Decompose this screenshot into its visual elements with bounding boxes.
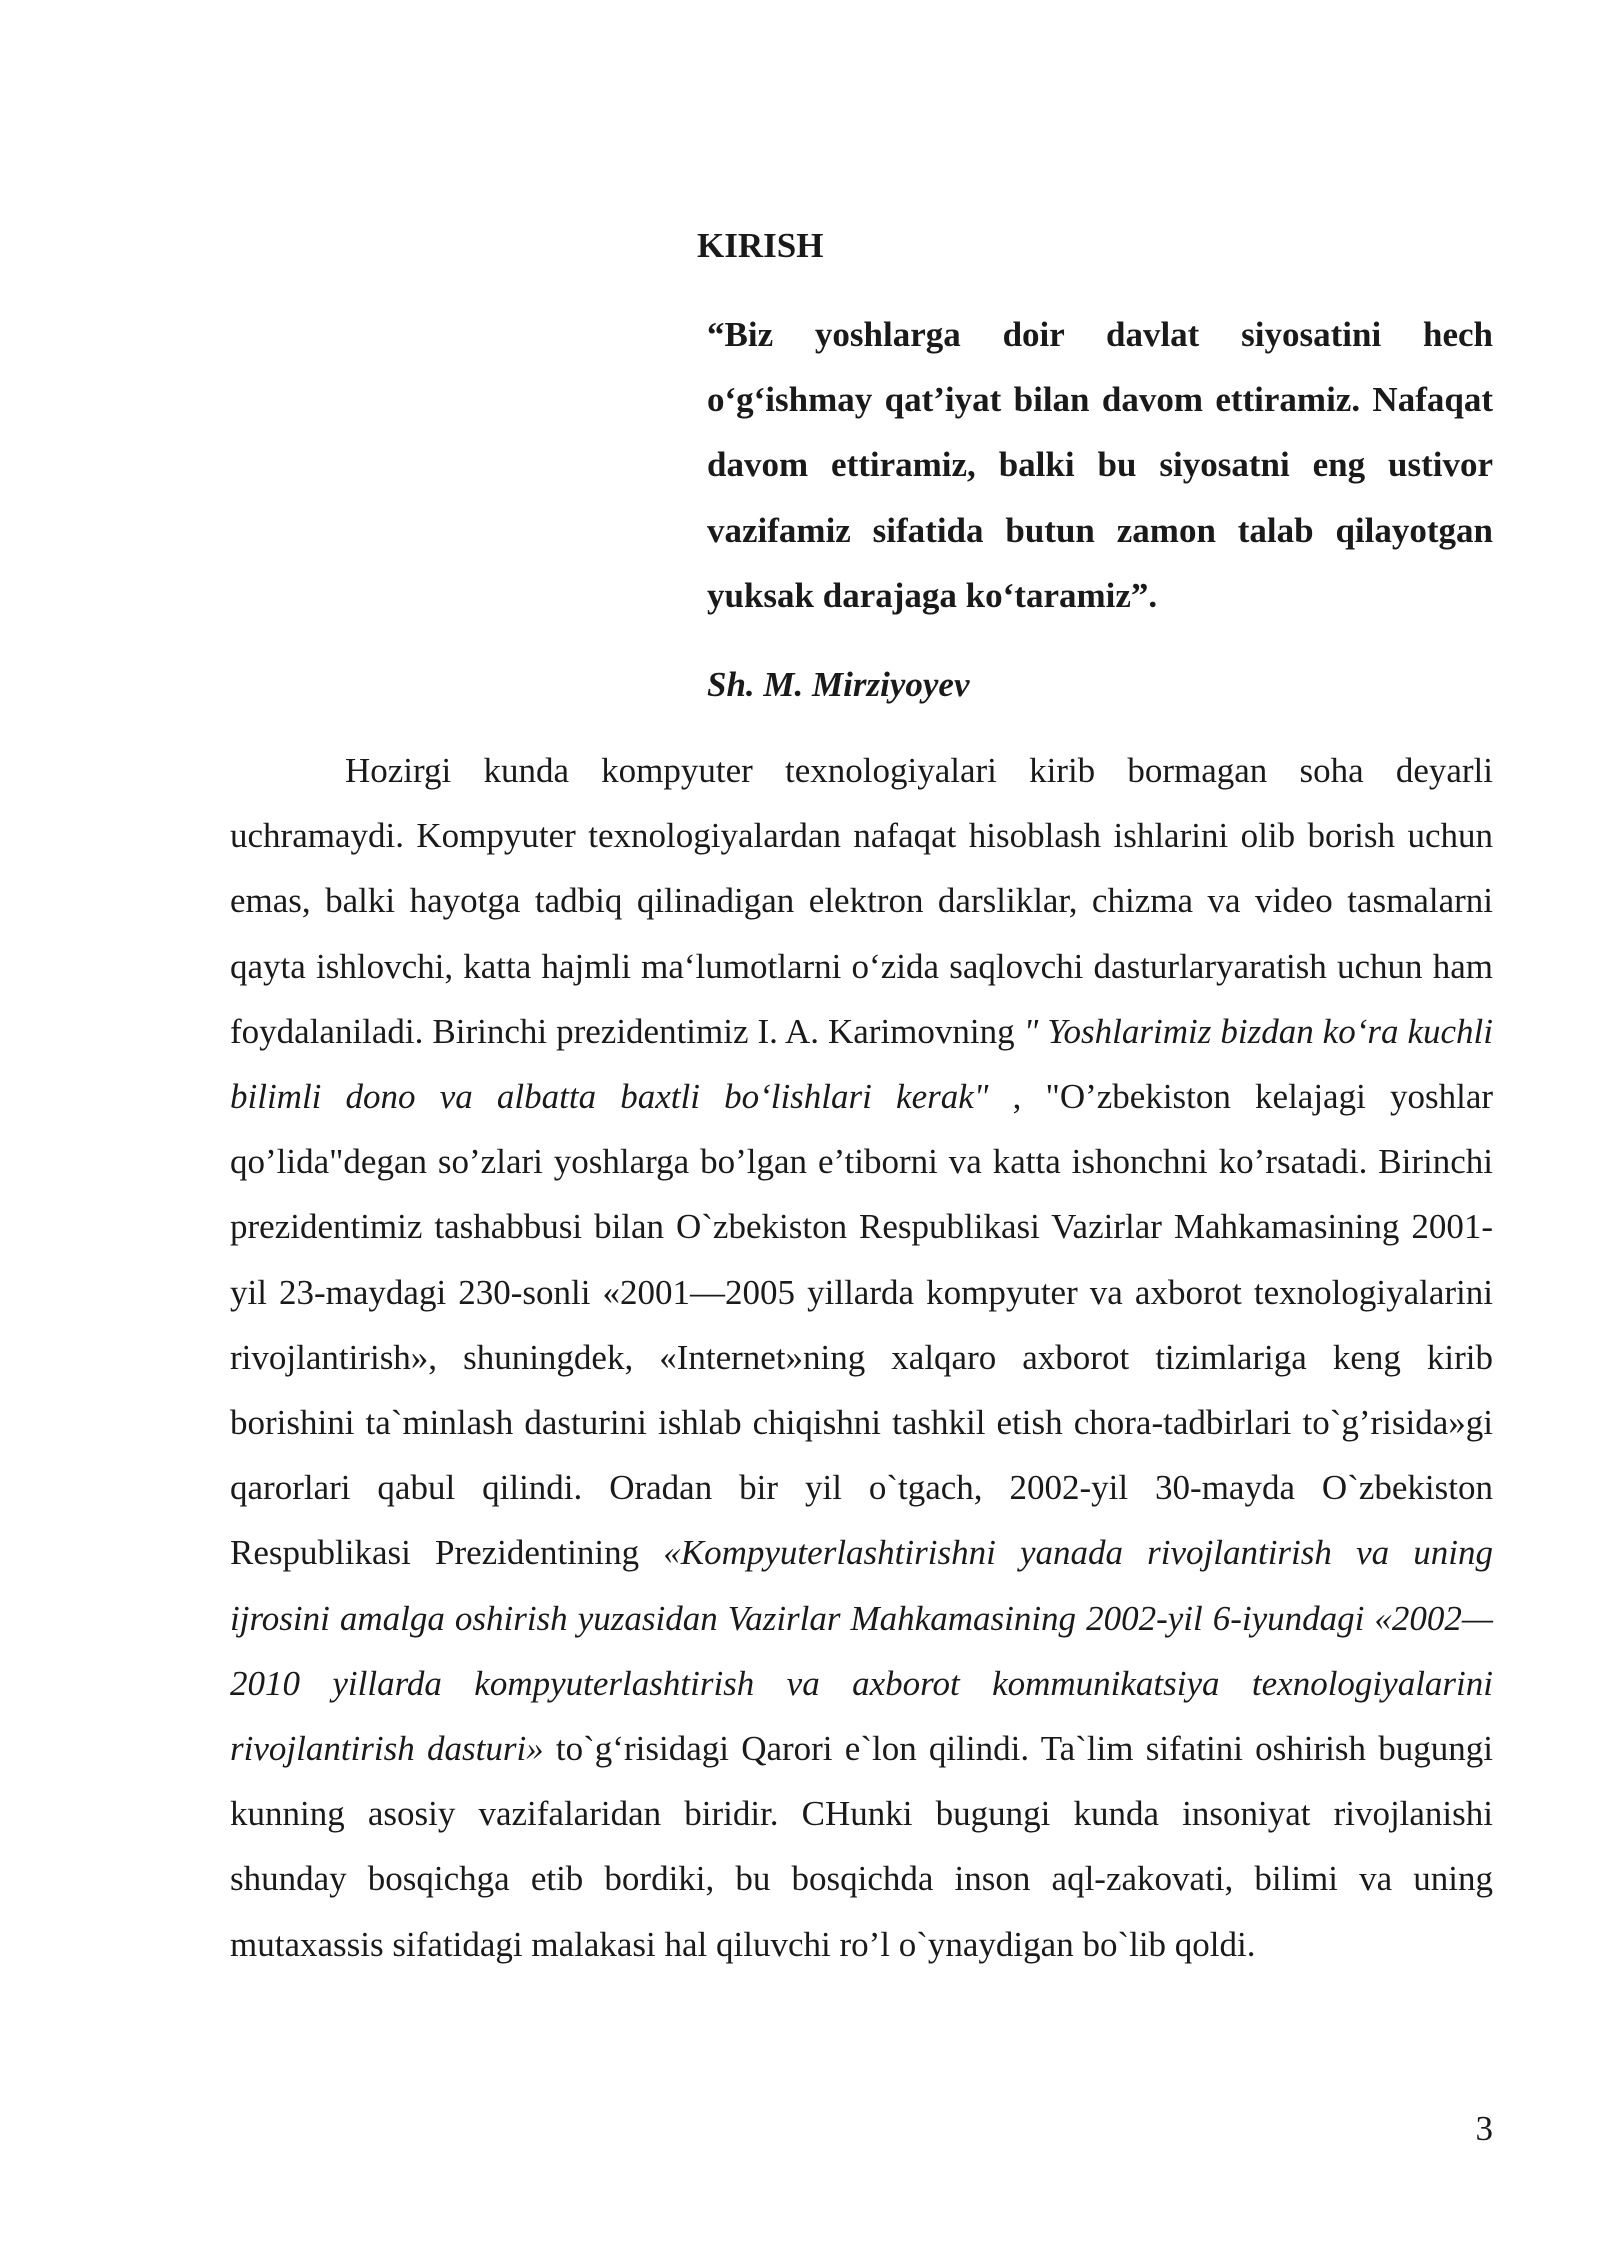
- body-text-segment: to`g‘risidagi Qarori e`lon qilindi. Ta`lim sifatini oshirish bugungi kunning asosiy vazifalaridan biridir. CHunki bugungi kunda insoniyat rivojlanishi shunday bosqichga etib bordiki, bu bosqichda inson aql-zakovati, bilimi va uning mutaxassis sifatidagi malakasi hal qiluvchi ro’l o`ynaydigan bo`lib qoldi.: [230, 1729, 1493, 1964]
- section-heading: KIRISH: [697, 226, 824, 265]
- body-text-segment: Hozirgi kunda kompyuter texnologiyalari kirib bormagan soha deyarli uchramaydi. Kompyuter texnologiyalardan nafaqat hisoblash ishlarini olib borish uchun emas, balki hayotga tadbiq qilinadigan elektron darsliklar, chizma va video tasmalarni qayta ishlovchi, katta hajmli ma‘lumotlarni o‘zida saqlovchi dasturlaryaratish uchun ham foydalaniladi. Birinchi prezidentimiz I. A. Karimovning: [230, 751, 1493, 1051]
- body-text-segment: , "O’zbekiston kelajagi yoshlar qo’lida"degan so’zlari yoshlarga bo’lgan e’tiborni va katta ishonchni ko’rsatadi. Birinchi prezidentimiz tashabbusi bilan O`zbekiston Respublikasi Vazirlar Mahkamasining 2001-yil 23-maydagi 230-sonli «2001—2005 yillarda kompyuter va axborot texnologiyalarini rivojlantirish», shuningdek, «Internet»ning xalqaro axborot tizimlariga keng kirib borishini ta`minlash dasturini ishlab chiqishni tashkil etish chora-tadbirlari to`g’risida»gi qarorlari qabul qilindi. Oradan bir yil o`tgach, 2002-yil 30-mayda O`zbekiston Respublikasi Prezidentining: [230, 1077, 1494, 1573]
- page-number: 3: [1475, 2109, 1493, 2148]
- decree-title: «Kompyuterlashtirishni yanada rivojlantirish va uning ijrosini amalga oshirish yuzasidan Vazirlar Mahkamasining 2002-yil 6-iyundagi «2002—2010 yillarda kompyuterlashtirish va axborot kommunikatsiya texnologiyalarini rivojlantirish dasturi»: [230, 1533, 1493, 1769]
- quoted-saying: " Yoshlarimiz bizdan ko‘ra kuchli bilimli dono va albatta baxtli bo‘lishlari kerak": [230, 1011, 1493, 1117]
- epigraph-author: Sh. M. Mirziyoyev: [707, 665, 970, 704]
- body-paragraph: [230, 738, 1493, 1977]
- epigraph-quote: “Biz yoshlarga doir davlat siyosatini hech o‘g‘ishmay qat’iyat bilan davom ettiramiz. Nafaqat davom ettiramiz, balki bu siyosatni eng ustivor vazifamiz sifatida butun zamon talab qilayotgan yuksak darajaga ko‘taramiz”.: [707, 315, 1493, 615]
